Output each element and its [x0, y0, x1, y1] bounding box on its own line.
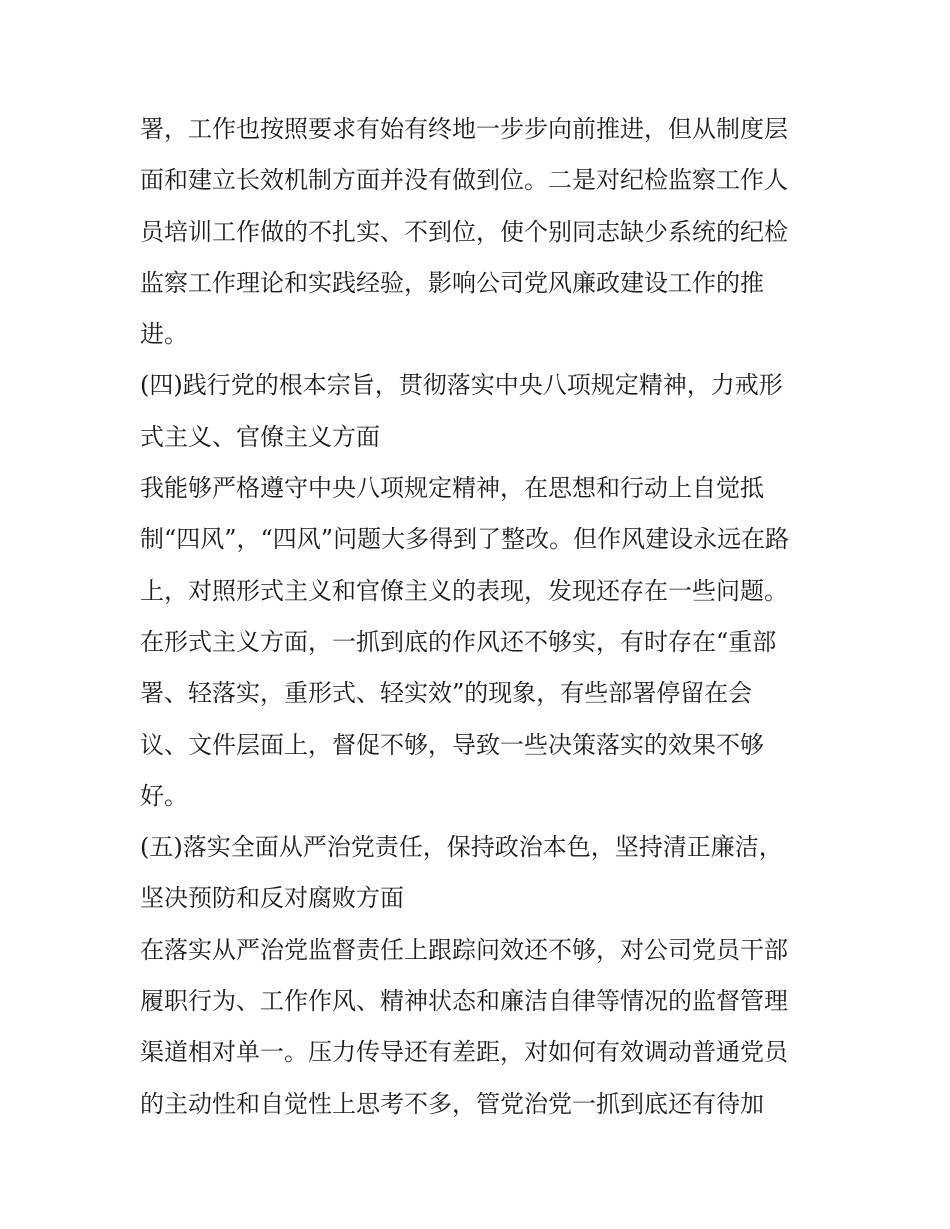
text-line: 监察工作理论和实践经验，影响公司党风廉政建设工作的推	[140, 268, 764, 297]
section-heading-5-line-1: (五)落实全面从严治党责任，保持政治本色，坚持清正廉洁，	[140, 833, 783, 862]
text-line: 署，工作也按照要求有始有终地一步步向前推进，但从制度层	[140, 115, 788, 143]
section-heading-5-line-2: 坚决预防和反对腐败方面	[140, 884, 404, 913]
text-line: 制“四风”，“四风”问题大多得到了整改。但作风建设永远在路	[140, 525, 790, 554]
text-line: 进。	[140, 320, 188, 349]
text-line: 在落实从严治党监督责任上跟踪问效还不够，对公司党员干部	[140, 935, 788, 964]
text-line: 署、轻落实，重形式、轻实效”的现象，有些部署停留在会	[140, 679, 753, 708]
text-line: 在形式主义方面，一抓到底的作风还不够实，有时存在“重部	[140, 627, 777, 656]
text-line: 的主动性和自觉性上思考不多，管党治党一抓到底还有待加	[140, 1089, 764, 1118]
text-line: 履职行为、工作作风、精神状态和廉洁自律等情况的监督管理	[140, 987, 788, 1016]
body-text	[140, 104, 820, 1130]
text-line: 员培训工作做的不扎实、不到位，使个别同志缺少系统的纪检	[140, 217, 788, 246]
text-line: 上，对照形式主义和官僚主义的表现，发现还存在一些问题。	[140, 576, 788, 605]
text-line: 好。	[140, 781, 188, 810]
section-heading-4-line-2: 式主义、官僚主义方面	[140, 422, 380, 451]
text-line: 我能够严格遵守中央八项规定精神，在思想和行动上自觉抵	[140, 474, 764, 503]
section-heading-4-line-1: (四)践行党的根本宗旨，贯彻落实中央八项规定精神，力戒形	[140, 371, 783, 400]
text-line: 议、文件层面上，督促不够，导致一些决策落实的效果不够	[140, 730, 764, 759]
text-line: 渠道相对单一。压力传导还有差距，对如何有效调动普通党员	[140, 1038, 788, 1067]
text-line: 面和建立长效机制方面并没有做到位。二是对纪检监察工作人	[140, 166, 788, 195]
